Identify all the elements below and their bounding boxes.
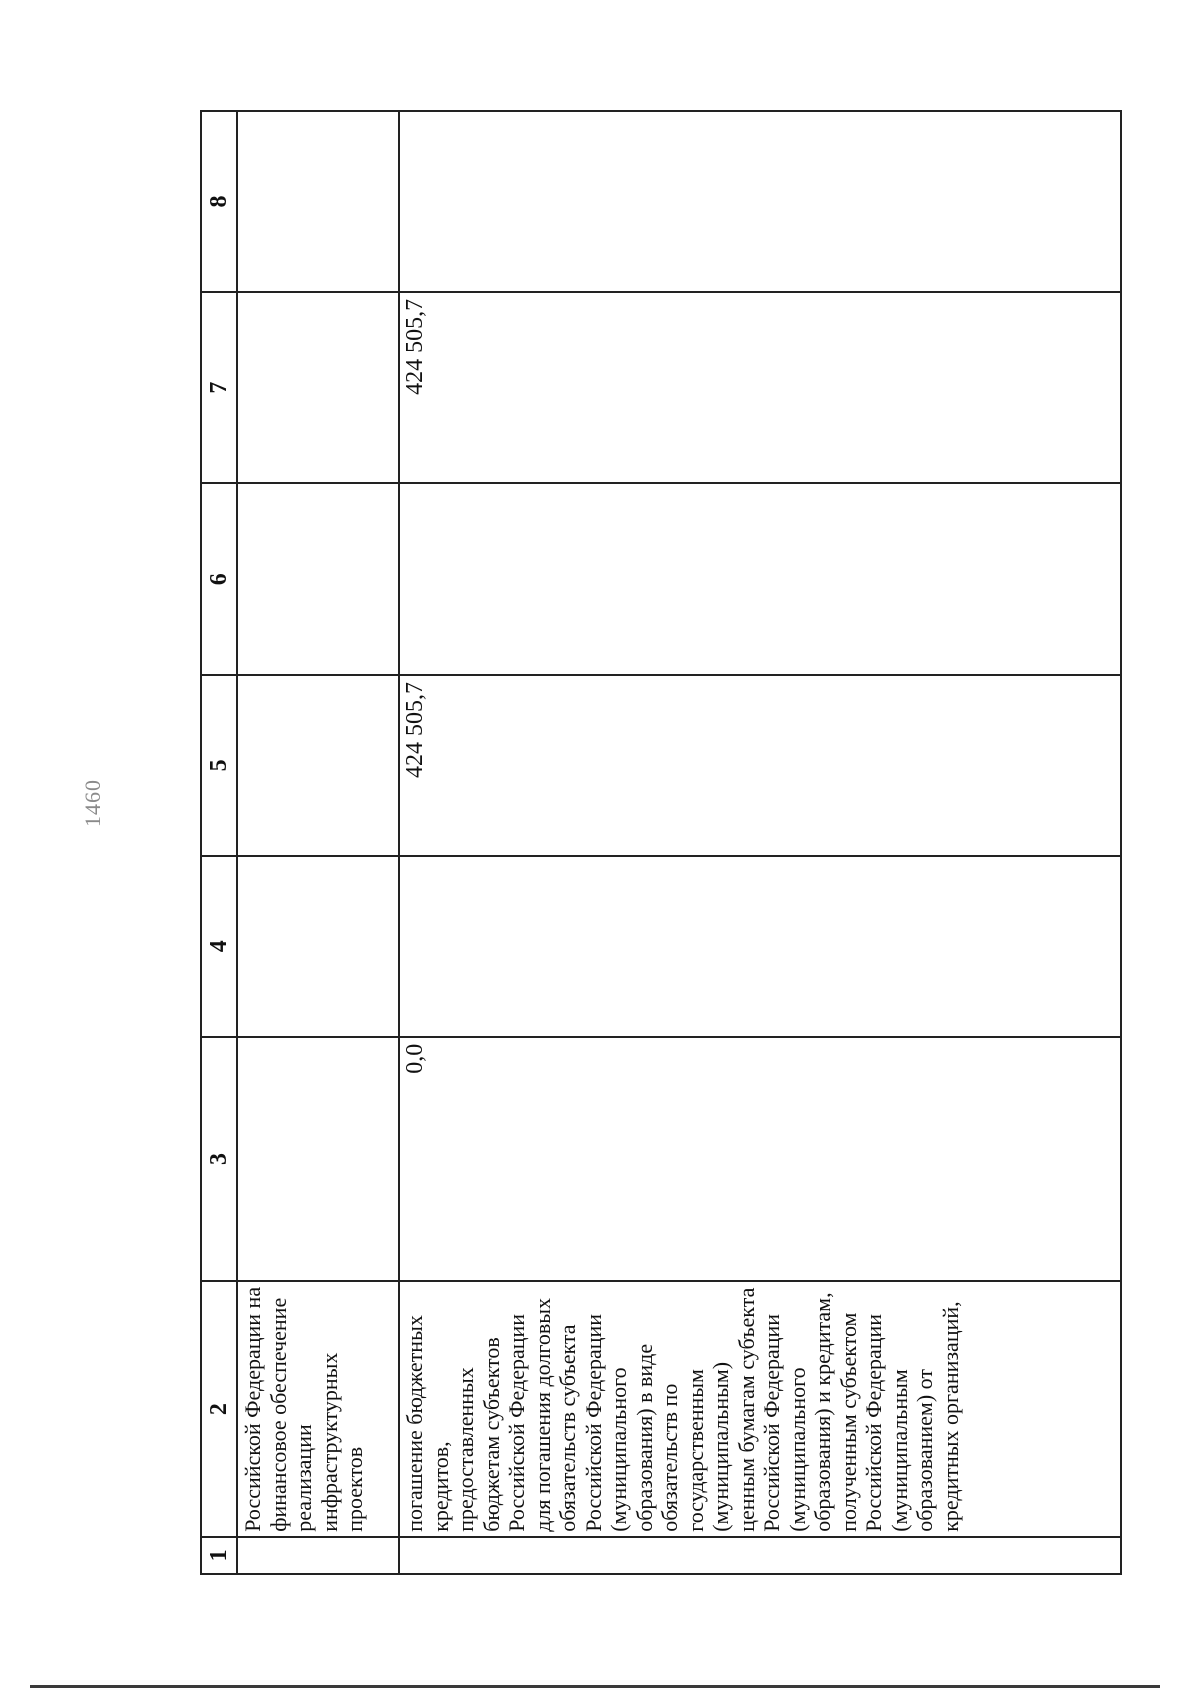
col-header-8: 8 — [201, 111, 237, 292]
cell-col7: 424 505,7 — [399, 292, 1121, 484]
table-row — [237, 111, 399, 1574]
cell-description: погашение бюджетных кредитов, предоставленных бюджетам субъектов Российской Федерации для погашения долговых обязательств субъекта Российской Федерации (муниципального образования) в виде обязательств по государственным (муниципальным) ценным бумагам субъекта Российской Федерации (муниципального образования) и кредитам, полученным субъектом Российской Федерации (муниципальным образованием) от кредитных организаций, — [399, 1281, 1121, 1536]
cell-col5: 424 505,7 — [399, 675, 1121, 856]
col-header-1: 1 — [201, 1537, 237, 1574]
cell-col5 — [237, 675, 399, 856]
bottom-rule — [30, 1685, 1160, 1688]
cell-col3 — [237, 1037, 399, 1282]
cell-col3: 0,0 — [399, 1037, 1121, 1282]
cell-description: Российской Федерации на финансовое обеспечение реализации инфраструктурных проектов — [237, 1281, 399, 1536]
cell-code — [399, 1537, 1121, 1574]
cell-col6 — [237, 483, 399, 675]
header-row — [201, 111, 237, 1574]
cell-col4 — [399, 856, 1121, 1037]
col-header-4: 4 — [201, 856, 237, 1037]
col-header-7: 7 — [201, 292, 237, 484]
budget-table — [200, 110, 1122, 1575]
col-header-6: 6 — [201, 483, 237, 675]
col-header-5: 5 — [201, 675, 237, 856]
cell-col8 — [399, 111, 1121, 292]
cell-col7 — [237, 292, 399, 484]
budget-table-rotated — [200, 110, 1122, 1575]
cell-col4 — [237, 856, 399, 1037]
table-row — [399, 111, 1121, 1574]
cell-col6 — [399, 483, 1121, 675]
cell-col8 — [237, 111, 399, 292]
cell-code — [237, 1537, 399, 1574]
col-header-2: 2 — [201, 1281, 237, 1536]
page-number: 1460 — [80, 779, 105, 827]
col-header-3: 3 — [201, 1037, 237, 1282]
